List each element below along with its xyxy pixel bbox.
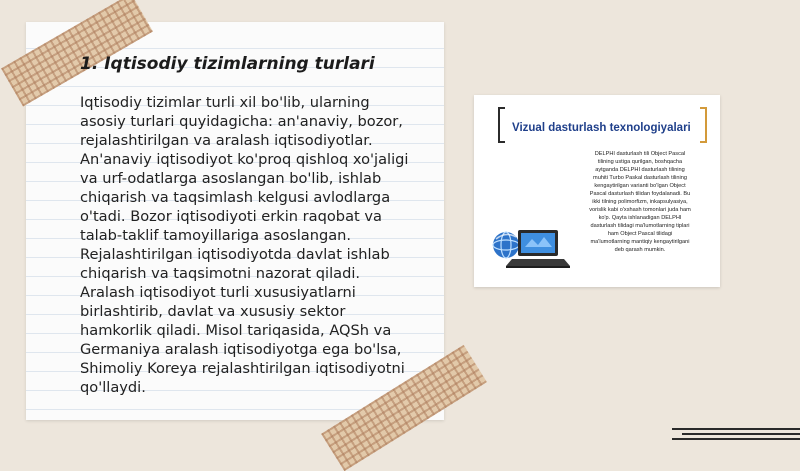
bracket-right	[700, 107, 707, 143]
slide-text: DELPHI dasturlash tili Object Pascal tilining ustiga qurilgan, boshqacha aytganda DELPHI dasturlash tilining muhiti Turbo Paskal dasturlash tilining kengaytirilgan varianti bo'lgan Object Pascal dasturlash tilidan foydalanadi. Bu ikki tilning polimorfizm, inkapsulyasiya, vorislik kabi o'xshash tomonlari juda ham ko'p. Qayta ishlanadigan DELPHI dasturlash tilidagi ma'lumotlarning tiplari ham Object Pascal tilidagi ma'lumotlarning mantiqiy kengaytirilgani deb qarash mumkin.	[589, 151, 691, 253]
slide-title: Vizual dasturlash texnologiyalari	[512, 122, 691, 134]
laptop-globe-illustration	[492, 225, 570, 273]
body-paragraph: Iqtisodiy tizimlar turli xil bo'lib, ularning asosiy turlari quyidagicha: an'anaviy, bozor, rejalashtirilgan va aralash iqtisodiyotlar. An'anaviy iqtisodiyot ko'proq qishloq xo'jaligi va urf-odatlarga asoslangan bo'lib, ishlab chiqarish va taqsimlash kelgusi avlodlarga o'tadi. Bozor iqtisodiyoti erkin raqobat va talab-taklif tamoyillariga asoslangan. Rejalashtirilgan iqtisodiyotda davlat ishlab chiqarish va taqsimotni nazorat qiladi. Aralash iqtisodiyot turli xususiyatlarni birlashtirib, davlat va xususiy sektor hamkorlik qiladi. Misol tariqasida, AQSh va Germaniya aralash iqtisodiyotga ega bo'lsa, Shimoliy Koreya rejalashtirilgan iqtisodiyotni qo'llaydi.	[80, 94, 409, 396]
decorative-line	[672, 438, 800, 440]
globe-icon	[493, 232, 519, 258]
decorative-line	[682, 433, 800, 435]
slide-image	[474, 95, 720, 287]
decorative-line	[672, 428, 800, 430]
bracket-left	[498, 107, 505, 143]
section-heading: 1. Iqtisodiy tizimlarning turlari	[80, 54, 375, 74]
